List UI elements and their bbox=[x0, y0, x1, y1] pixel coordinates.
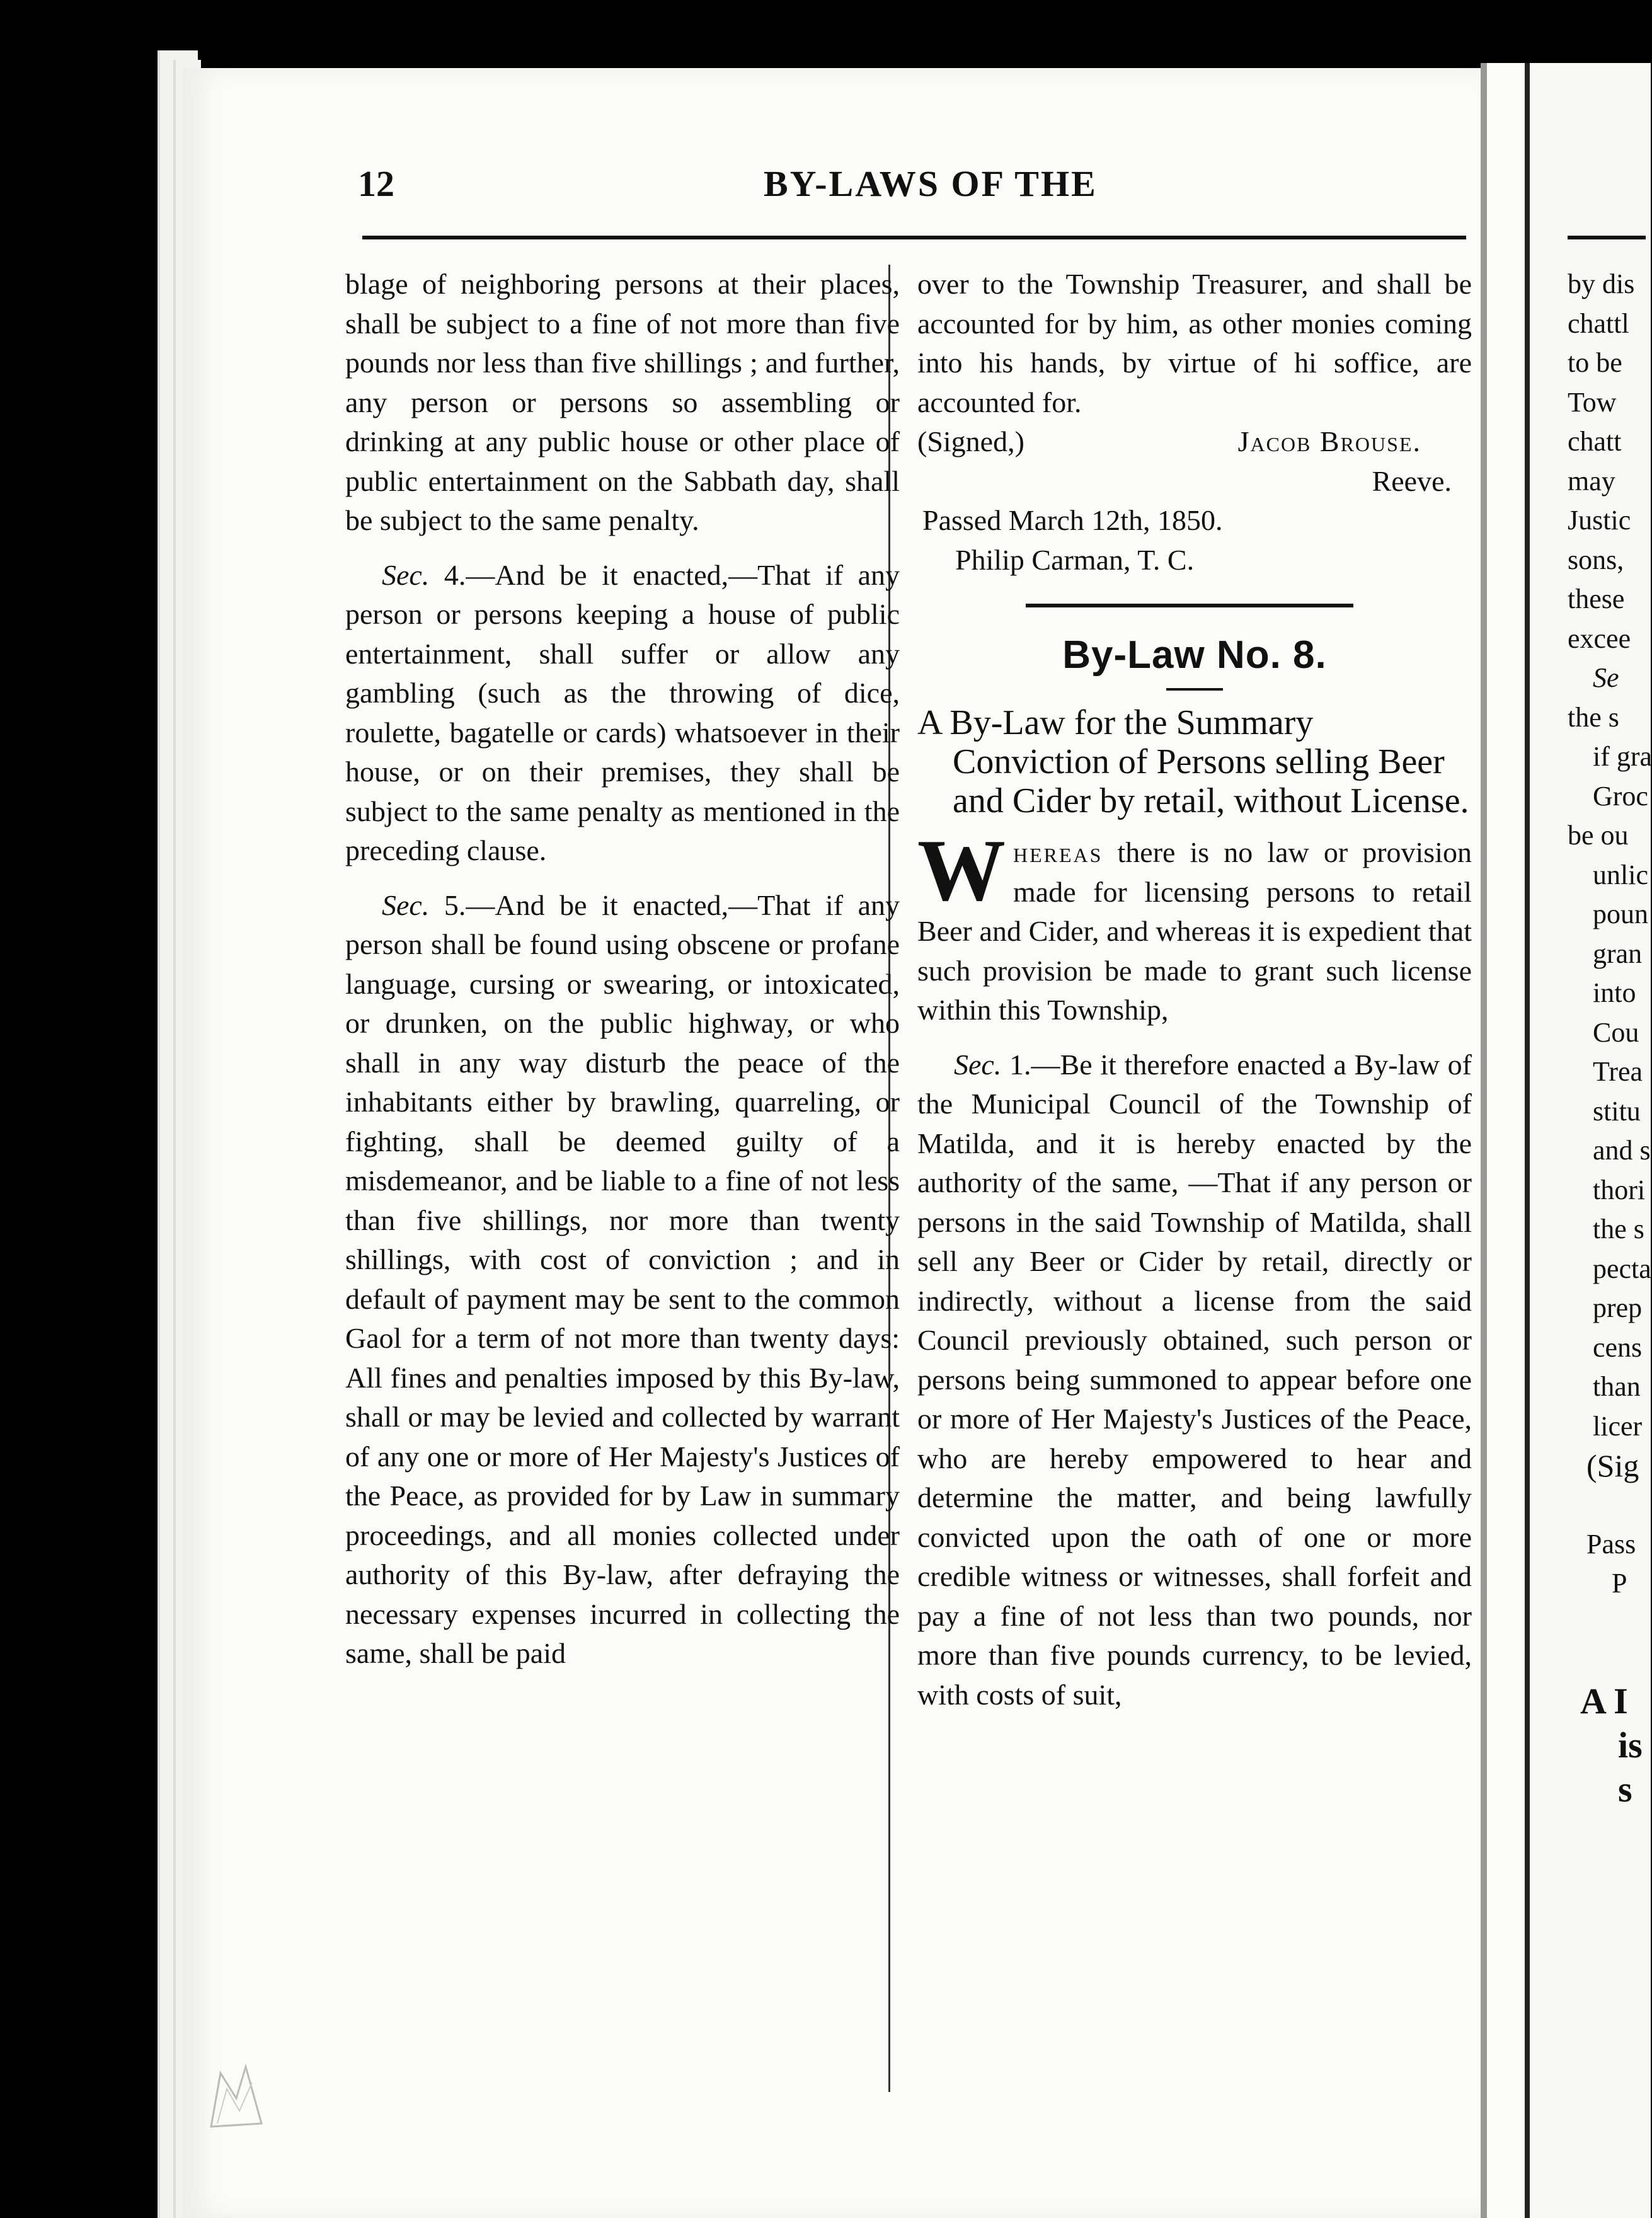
fragment-line: Pass bbox=[1586, 1528, 1636, 1560]
bylaw-title: By-Law No. 8. bbox=[1062, 633, 1327, 677]
page-corner-wear bbox=[208, 2060, 265, 2130]
fragment-line: Trea bbox=[1593, 1056, 1643, 1087]
fragment-spacer bbox=[1568, 1486, 1652, 1525]
page-gutter bbox=[1481, 63, 1531, 2218]
fragment-line: pecta bbox=[1593, 1253, 1651, 1284]
fragment-line: sons, bbox=[1568, 544, 1624, 575]
fragment-line: P bbox=[1612, 1568, 1627, 1599]
signer-title: Reeve. bbox=[1372, 464, 1452, 497]
fragment-spacer bbox=[1568, 1604, 1652, 1679]
section-label: Sec. bbox=[382, 888, 430, 921]
section-text: 5.—And be it enacted,—That if any person shall be found using obscene or profane language, cursing or swearing, or intoxicated, or drunken, on the public highway, or who shall in any way disturb the peace of the inhabitants either by brawling, quarreling, or fighting, shall be deemed guilty of a misdemeanor, and be liable to a fine of not less than five shillings, nor more than twenty shillings, with cost of conviction ; and in default of payment may be sent to the common Gaol for a term of not more than twenty days: All fines and penalties imposed by this By-law, shall or may be levied and collected by warrant of any one or more of Her Majesty's Justices of the Peace, as provided for by Law in summary proceedings, and all monies collected under authority of this By-law, after defraying the necessary expenses incurred in collecting the same, shall be paid bbox=[345, 888, 900, 1669]
fragment-line: cens bbox=[1593, 1331, 1643, 1363]
bylaw-description: A By-Law for the Summary Conviction of Persons selling Beer and Cider by retail, without License. bbox=[917, 703, 1469, 820]
signed-label: (Signed,) bbox=[917, 425, 1024, 457]
fragment-line: by dis bbox=[1568, 268, 1635, 299]
next-page-header-rule bbox=[1568, 236, 1646, 239]
fragment-line: unlic bbox=[1593, 859, 1648, 890]
paragraph-continuation: over to the Township Treasurer, and shall be accounted for by him, as other monies coming into his hands, by virtue of hi soffice, are accounted for. bbox=[917, 268, 1472, 418]
fragment-line: Justic bbox=[1568, 505, 1631, 536]
fragment-line: (Sig bbox=[1586, 1448, 1639, 1483]
fragment-line: stitu bbox=[1593, 1095, 1641, 1127]
section-label: Sec. bbox=[382, 558, 430, 591]
fragment-line: into bbox=[1593, 977, 1636, 1008]
fragment-line: is bbox=[1618, 1724, 1643, 1766]
fragment-line: Groc bbox=[1593, 780, 1648, 812]
whereas-paragraph bbox=[917, 822, 1472, 1030]
page-number: 12 bbox=[358, 163, 394, 204]
section-1 bbox=[917, 1045, 1472, 1715]
fragment-line: Se bbox=[1593, 662, 1619, 693]
fragment-line: if gra bbox=[1593, 741, 1652, 772]
running-header: BY-LAWS OF THE bbox=[764, 163, 1098, 204]
left-column bbox=[345, 265, 900, 1674]
fragment-line: excee bbox=[1568, 623, 1631, 654]
signer-name: Jacob Brouse. bbox=[1237, 425, 1421, 457]
fragment-line: than bbox=[1593, 1371, 1641, 1402]
fragment-line: poun bbox=[1593, 899, 1648, 929]
fragment-line: these bbox=[1568, 583, 1625, 614]
fragment-line: to be bbox=[1568, 347, 1622, 378]
fragment-line: chattl bbox=[1568, 307, 1629, 339]
fragment-line: Cou bbox=[1593, 1016, 1639, 1048]
fragment-line: the s bbox=[1568, 701, 1619, 733]
drop-cap: W bbox=[917, 822, 1006, 919]
fragment-line: A I bbox=[1580, 1680, 1628, 1721]
fragment-line: Tow bbox=[1568, 386, 1617, 418]
fragment-line: prep bbox=[1593, 1292, 1643, 1323]
fragment-line: and s bbox=[1593, 1135, 1651, 1166]
fragment-line: chatt bbox=[1568, 426, 1622, 457]
section-text: 4.—And be it enacted,—That if any person or persons keeping a house of public entertainment, shall suffer or allow any gambling (such as the throwing of dice, roulette, bagatelle or cards) whatsoever in their house, or on their premises, they shall be subject to the same penalty as mentioned in the preceding clause. bbox=[345, 558, 900, 866]
section-4 bbox=[345, 556, 900, 871]
fragment-line: be ou bbox=[1568, 820, 1629, 851]
whereas-caps: hereas bbox=[1013, 836, 1103, 868]
header-rule bbox=[362, 236, 1466, 239]
title-underline bbox=[1166, 688, 1223, 691]
section-5 bbox=[345, 886, 900, 1674]
section-label: Sec. bbox=[954, 1048, 1002, 1081]
right-column bbox=[917, 265, 1472, 1715]
paragraph-continuation: blage of neighboring persons at their places, shall be subject to a fine of not more than five pounds nor less than five shillings ; and further, any person or persons so assembling or drinking at any public house or other place of public entertainment on the Sabbath day, shall be subject to the same penalty. bbox=[345, 268, 900, 536]
section-divider bbox=[1026, 604, 1353, 607]
signature-line bbox=[917, 422, 1472, 462]
clerk-signature: Philip Carman, T. C. bbox=[955, 543, 1195, 576]
next-page-fragments bbox=[1568, 265, 1652, 1812]
fragment-line: may bbox=[1568, 465, 1615, 497]
fragment-line: s bbox=[1618, 1768, 1632, 1810]
passed-date: Passed March 12th, 1850. bbox=[922, 504, 1223, 536]
section-text: 1.—Be it therefore enacted a By-law of the Municipal Council of the Township of Matilda, and it is hereby enacted by the authority of the same, —That if any person or persons in the said Township of Matilda, shall sell any Beer or Cider by retail, directly or indirectly, without a license from the said Council previously obtained, such person or persons being summoned to appear before one or more of Her Majesty's Justices of the Peace, who are hereby empowered to hear and determine the matter, and being lawfully convicted upon the oath of one or more credible witness or witnesses, shall forfeit and pay a fine of not less than two pounds, nor more than five pounds currency, to be levied, with costs of suit, bbox=[917, 1048, 1472, 1711]
fragment-line: licer bbox=[1593, 1410, 1643, 1442]
whereas-text: there is no law or provision made for licensing persons to retail Beer and Cider, and whereas it is expedient that such provision be made to grant such license within this Township, bbox=[917, 836, 1472, 1026]
fragment-line: gran bbox=[1593, 938, 1643, 969]
fragment-line: the s bbox=[1593, 1214, 1644, 1244]
fragment-line: thori bbox=[1593, 1174, 1646, 1205]
